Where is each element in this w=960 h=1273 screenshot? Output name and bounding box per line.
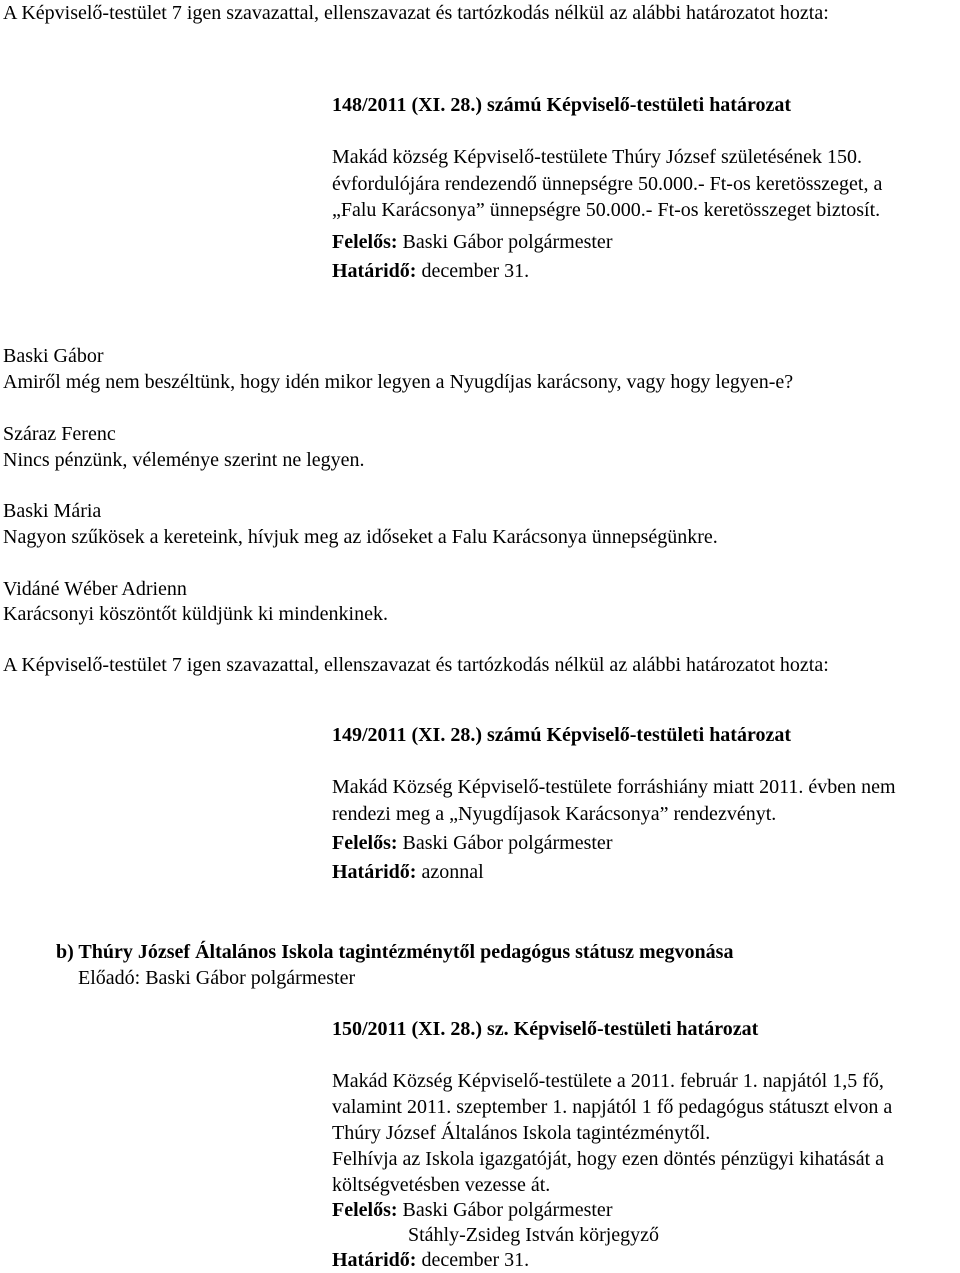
resolution-150-line: Makád Község Képviselő-testülete a 2011. február 1. napjától 1,5 fő, [332, 1070, 884, 1092]
resolution-148-responsible [332, 229, 612, 255]
deadline-label: Határidő: [332, 861, 417, 883]
deadline-value: azonnal [421, 861, 484, 883]
responsible-label: Felelős: [332, 1199, 398, 1221]
speaker-name: Baski Gábor [3, 345, 104, 367]
resolution-150-line: Felhívja az Iskola igazgatóját, hogy ezen döntés pénzügyi kihatását a [332, 1148, 885, 1170]
responsible-value: Baski Gábor polgármester [402, 832, 613, 854]
resolution-148-deadline [332, 258, 529, 284]
responsible-label: Felelős: [332, 832, 398, 854]
speaker-text: Amiről még nem beszéltünk, hogy idén mikor legyen a Nyugdíjas karácsony, vagy hogy legyen-e? [3, 371, 794, 393]
speaker-name: Száraz Ferenc [3, 423, 116, 445]
resolution-149-responsible [332, 830, 612, 856]
resolution-148-line: Makád község Képviselő-testülete Thúry József születésének 150. [332, 146, 863, 168]
responsible-value: Baski Gábor polgármester [402, 1199, 613, 1221]
agenda-item-presenter: Előadó: Baski Gábor polgármester [78, 967, 356, 989]
resolution-148-line: „Falu Karácsonya” ünnepségre 50.000.- Ft-os keretösszeget biztosít. [332, 199, 881, 221]
deadline-value: december 31. [421, 1249, 530, 1271]
resolution-150-heading: 150/2011 (XI. 28.) sz. Képviselő-testületi határozat [332, 1018, 759, 1040]
resolution-148-heading: 148/2011 (XI. 28.) számú Képviselő-testületi határozat [332, 94, 792, 116]
resolution-149-line: Makád Község Képviselő-testülete forráshiány miatt 2011. évben nem [332, 776, 896, 798]
resolution-149-line: rendezi meg a „Nyugdíjasok Karácsonya” rendezvényt. [332, 803, 777, 825]
deadline-value: december 31. [421, 260, 530, 282]
deadline-label: Határidő: [332, 260, 417, 282]
responsible-label: Felelős: [332, 231, 398, 253]
responsible-value: Baski Gábor polgármester [402, 231, 613, 253]
resolution-150-responsible [332, 1197, 612, 1223]
vote-intro-1: A Képviselő-testület 7 igen szavazattal, ellenszavazat és tartózkodás nélkül az alábbi határozatot hozta: [3, 2, 829, 24]
vote-intro-2: A Képviselő-testület 7 igen szavazattal, ellenszavazat és tartózkodás nélkül az alábbi határozatot hozta: [3, 654, 829, 676]
resolution-150-line: költségvetésben vezesse át. [332, 1174, 551, 1196]
resolution-149-deadline [332, 859, 484, 885]
deadline-label: Határidő: [332, 1249, 417, 1271]
agenda-item-title: b) Thúry József Általános Iskola tagintézménytől pedagógus státusz megvonása [56, 941, 734, 963]
speaker-name: Vidáné Wéber Adrienn [3, 578, 187, 600]
resolution-148-line: évfordulójára rendezendő ünnepségre 50.000.- Ft-os keretösszeget, a [332, 173, 883, 195]
speaker-name: Baski Mária [3, 500, 102, 522]
speaker-text: Nagyon szűkösek a kereteink, hívjuk meg az időseket a Falu Karácsonya ünnepségünkre. [3, 526, 718, 548]
resolution-150-responsible-2: Stáhly-Zsideg István körjegyző [408, 1224, 660, 1246]
resolution-149-heading: 149/2011 (XI. 28.) számú Képviselő-testületi határozat [332, 724, 792, 746]
resolution-150-deadline [332, 1247, 529, 1273]
speaker-text: Nincs pénzünk, véleménye szerint ne legyen. [3, 449, 365, 471]
resolution-150-line: valamint 2011. szeptember 1. napjától 1 fő pedagógus státuszt elvon a [332, 1096, 893, 1118]
speaker-text: Karácsonyi köszöntőt küldjünk ki mindenkinek. [3, 603, 388, 625]
resolution-150-line: Thúry József Általános Iskola tagintézménytől. [332, 1122, 711, 1144]
